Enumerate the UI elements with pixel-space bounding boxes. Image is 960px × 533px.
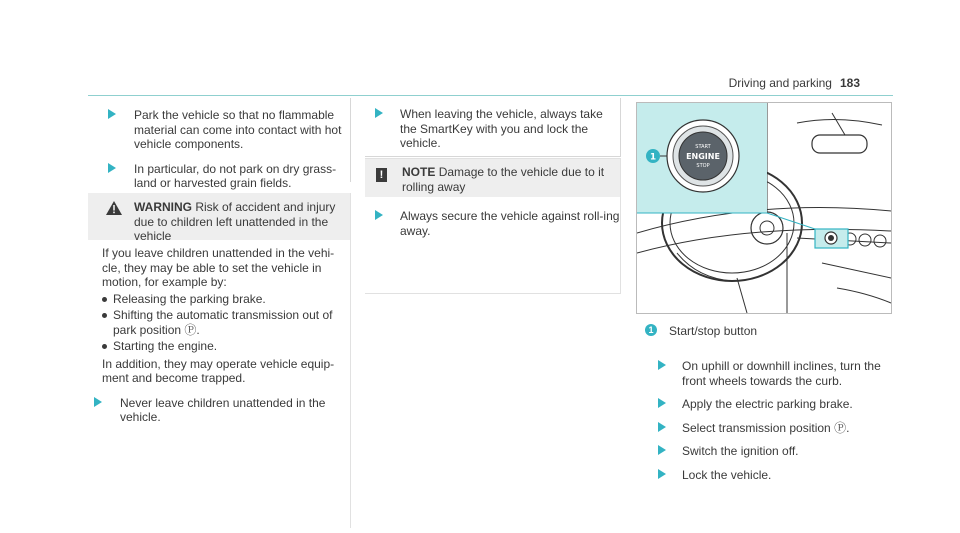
step-text: Lock the vehicle. — [682, 467, 772, 482]
bullet-item — [102, 292, 340, 307]
bullet-icon — [102, 344, 107, 349]
button-label-start: START — [695, 144, 711, 150]
note-header — [365, 159, 620, 197]
arrow-icon — [658, 360, 666, 370]
arrow-icon — [108, 109, 116, 119]
warning-box — [88, 193, 351, 528]
instruction-step — [636, 397, 892, 412]
note-box — [365, 158, 621, 294]
step-text: In particular, do not park on dry grass-land or harvested grain fields. — [134, 161, 337, 190]
arrow-icon — [375, 108, 383, 118]
arrow-icon — [658, 422, 666, 432]
warning-label: WARNING — [134, 200, 192, 214]
header-title — [729, 76, 860, 90]
bullet-text: Releasing the parking brake. — [113, 291, 266, 306]
arrow-icon — [94, 397, 102, 407]
instruction-list — [636, 350, 892, 482]
note-label: NOTE — [402, 165, 436, 179]
instruction-step — [365, 107, 620, 151]
arrow-icon — [658, 469, 666, 479]
bullet-item — [102, 339, 340, 354]
warning-outro: In addition, they may operate vehicle equip-ment and become trapped. — [102, 356, 335, 385]
warning-body — [88, 240, 350, 386]
bullet-icon — [102, 313, 107, 318]
warning-triangle-icon — [106, 201, 122, 215]
page-number: 183 — [839, 76, 860, 90]
step-text: When leaving the vehicle, always take the SmartKey with you and lock the vehicle. — [400, 107, 603, 150]
step-text: On uphill or downhill inclines, turn the front wheels towards the curb. — [682, 359, 881, 388]
arrow-icon — [375, 210, 383, 220]
header-rule — [88, 95, 893, 96]
bullet-item — [102, 308, 340, 337]
callout-number: 1 — [649, 152, 657, 163]
button-label-stop: STOP — [696, 163, 710, 169]
arrow-icon — [108, 163, 116, 173]
note-title: Damage to the vehicle due to it rolling away — [402, 165, 605, 194]
instruction-step — [636, 444, 892, 459]
arrow-icon — [658, 445, 666, 455]
button-label-engine: ENGINE — [686, 152, 720, 161]
instruction-step — [88, 162, 350, 191]
instruction-step — [88, 108, 350, 152]
instruction-step — [636, 421, 892, 436]
instruction-step — [636, 468, 892, 483]
instruction-step — [88, 396, 350, 425]
caption-text: Start/stop button — [669, 324, 758, 338]
warning-title: Risk of accident and injury due to children left unattended in the vehicle — [134, 200, 336, 243]
step-text: Switch the ignition off. — [682, 444, 799, 458]
start-stop-button-figure — [636, 102, 892, 314]
bullet-text: Starting the engine. — [113, 339, 218, 353]
arrow-icon — [658, 398, 666, 408]
instruction-group — [365, 98, 621, 157]
section-title: Driving and parking — [728, 76, 832, 90]
exclamation-icon: ! — [376, 168, 387, 182]
step-text: Select transmission position Ⓟ. — [682, 420, 850, 435]
step-text: Apply the electric parking brake. — [682, 397, 853, 411]
warning-intro: If you leave children unattended in the vehi-cle, they may be able to set the vehicle in motion, for example by: — [102, 246, 335, 289]
warning-header — [88, 193, 350, 243]
bullet-icon — [102, 297, 107, 302]
step-text: Park the vehicle so that no flammable material can come into contact with hot vehicle components. — [134, 108, 342, 151]
step-text: Always secure the vehicle against roll-ing away. — [400, 209, 620, 238]
instruction-step — [365, 209, 620, 238]
bullet-text: Shifting the automatic transmission out of park position Ⓟ. — [113, 308, 333, 337]
instruction-group — [88, 98, 351, 190]
instruction-step — [636, 359, 892, 388]
caption-number: 1 — [645, 324, 657, 336]
figure-caption — [636, 324, 892, 338]
cockpit-illustration — [637, 103, 891, 313]
step-text: Never leave children unattended in the vehicle. — [120, 395, 326, 424]
